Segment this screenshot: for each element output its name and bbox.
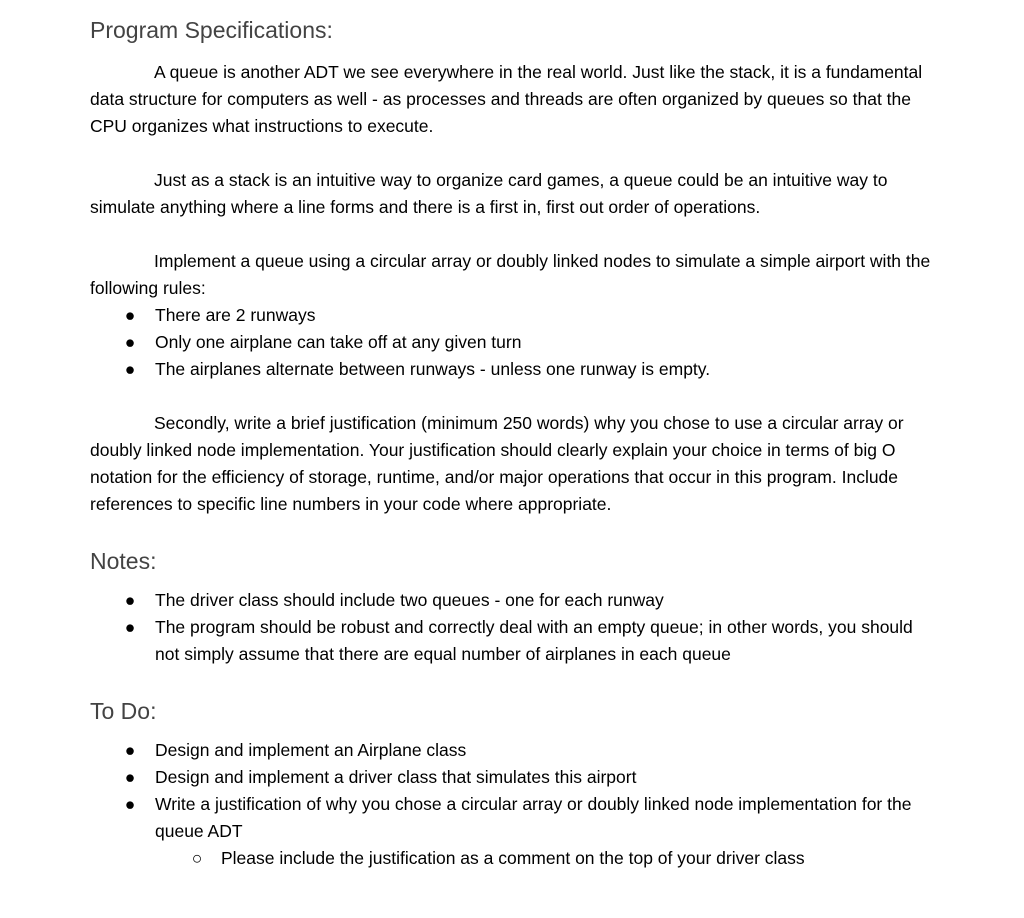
bullet-icon: ● xyxy=(124,740,136,760)
hollow-bullet-icon: ○ xyxy=(191,848,203,868)
list-item: ● The driver class should include two queues - one for each runway xyxy=(90,587,940,614)
list-item: ● Only one airplane can take off at any given turn xyxy=(90,329,940,356)
bullet-icon: ● xyxy=(124,332,136,352)
bullet-icon: ● xyxy=(124,794,136,814)
list-item: ● Design and implement an Airplane class xyxy=(90,737,940,764)
list-item: ● There are 2 runways xyxy=(90,302,940,329)
bullet-icon: ● xyxy=(124,617,136,637)
bullet-icon: ● xyxy=(124,305,136,325)
todo-heading: To Do: xyxy=(90,698,157,724)
bullet-icon: ● xyxy=(124,767,136,787)
rules-list xyxy=(90,302,940,383)
list-item: ● Write a justification of why you chose a circular array or doubly linked node implementation for the queue ADT xyxy=(90,791,940,845)
list-item: ● Design and implement a driver class that simulates this airport xyxy=(90,764,940,791)
list-item: ● The airplanes alternate between runways - unless one runway is empty. xyxy=(90,356,940,383)
notes-heading: Notes: xyxy=(90,548,157,574)
todo-sub-list xyxy=(90,845,940,872)
todo-list xyxy=(90,737,940,845)
bullet-icon: ● xyxy=(124,590,136,610)
notes-list xyxy=(90,587,940,668)
list-item: ● The program should be robust and correctly deal with an empty queue; in other words, you should not simply assume that there are equal number of airplanes in each queue xyxy=(90,614,940,668)
program-specifications-heading: Program Specifications: xyxy=(90,17,333,43)
document-page xyxy=(90,0,940,872)
justification-paragraph: Secondly, write a brief justification (minimum 250 words) why you chose to use a circular array or doubly linked node implementation. Your justification should clearly explain your choice in terms of big O notation for the efficiency of storage, runtime, and/or major operations that occur in this program. Include references to specific line numbers in your code where appropriate. xyxy=(90,413,904,514)
list-item: ○ Please include the justification as a comment on the top of your driver class xyxy=(90,845,940,872)
spec-paragraph-3: Implement a queue using a circular array or doubly linked nodes to simulate a simple airport with the following rules: xyxy=(90,251,931,298)
spec-paragraph-2: Just as a stack is an intuitive way to organize card games, a queue could be an intuitive way to simulate anything where a line forms and there is a first in, first out order of operations. xyxy=(90,170,888,217)
spec-paragraph-1: A queue is another ADT we see everywhere in the real world. Just like the stack, it is a fundamental data structure for computers as well - as processes and threads are often organized by queues so that the CPU organizes what instructions to execute. xyxy=(90,62,923,136)
bullet-icon: ● xyxy=(124,359,136,379)
